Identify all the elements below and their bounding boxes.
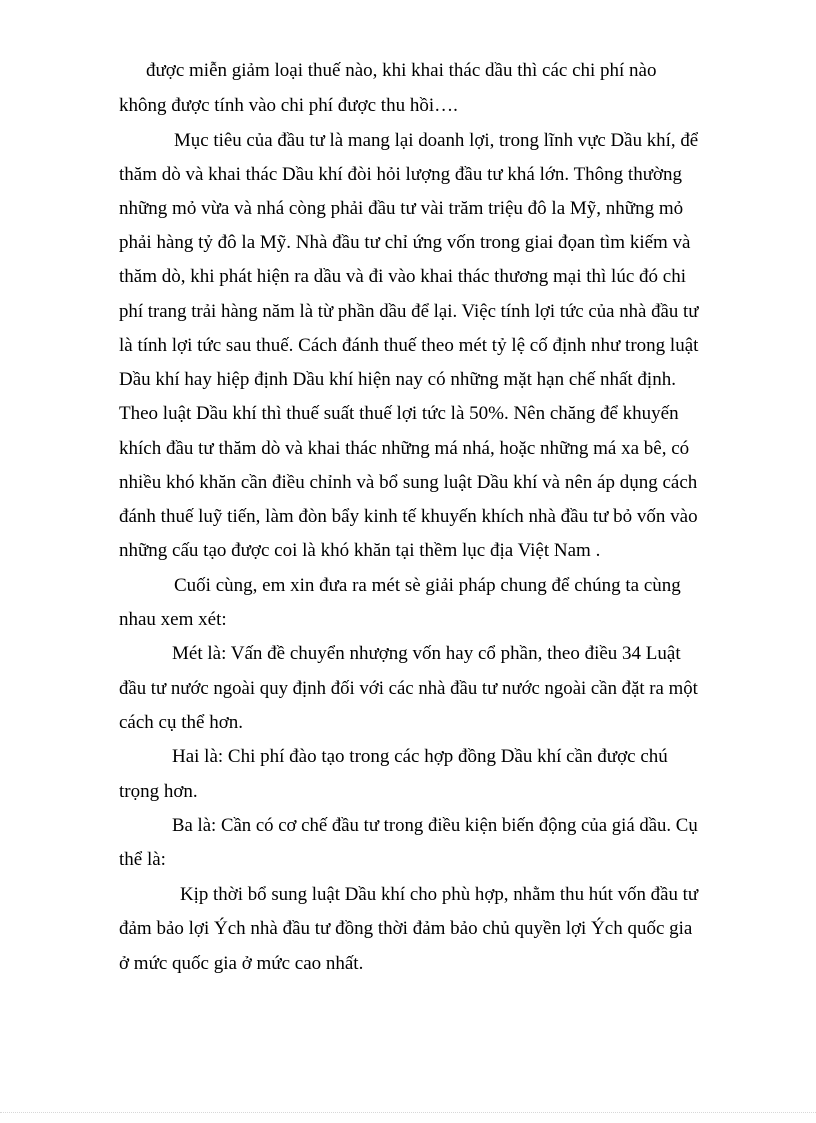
text-line: Theo luật Dầu khí thì thuế suất thuế lợi tức là 50%. Nên chăng để khuyến: [119, 403, 679, 424]
text-line: Dầu khí hay hiệp định Dầu khí hiện nay có những mặt hạn chế nhất định.: [119, 369, 676, 390]
text-line: nhau xem xét:: [119, 609, 227, 630]
text-line: thăm dò, khi phát hiện ra dầu và đi vào khai thác thương mại thì lúc đó chi: [119, 266, 686, 287]
text-line: là tính lợi tức sau thuế. Cách đánh thuế theo mét tỷ lệ cố định như trong luật: [119, 335, 699, 356]
text-line: không được tính vào chi phí được thu hồi….: [119, 95, 458, 116]
text-line: Cuối cùng, em xin đưa ra mét sè giải pháp chung để chúng ta cùng: [174, 575, 681, 596]
text-line: đánh thuế luỹ tiến, làm đòn bẩy kinh tế khuyến khích nhà đầu tư bỏ vốn vào: [119, 506, 698, 527]
text-line: ở mức quốc gia ở mức cao nhất.: [119, 953, 364, 974]
text-line: đảm bảo lợi Ých nhà đầu tư đồng thời đảm bảo chủ quyền lợi Ých quốc gia: [119, 918, 693, 939]
text-line: đầu tư nước ngoài quy định đối với các nhà đầu tư nước ngoài cần đặt ra một: [119, 678, 698, 699]
text-line: những mỏ vừa và nhá còng phải đầu tư vài trăm triệu đô la Mỹ, những mỏ: [119, 198, 684, 219]
text-line: Ba là: Cần có cơ chế đầu tư trong điều kiện biến động của giá dầu. Cụ: [172, 815, 698, 836]
text-line: thăm dò và khai thác Dầu khí đòi hỏi lượng đầu tư khá lớn. Thông thường: [119, 164, 683, 185]
text-line: Mục tiêu của đầu tư là mang lại doanh lợi, trong lĩnh vực Dầu khí, để: [174, 130, 699, 151]
text-line: trọng hơn.: [119, 781, 198, 802]
text-line: những cấu tạo được coi là khó khăn tại thềm lục địa Việt Nam .: [119, 540, 601, 561]
text-line: cách cụ thể hơn.: [119, 712, 243, 733]
text-line: nhiều khó khăn cần điều chỉnh và bổ sung luật Dầu khí và nên áp dụng cách: [119, 472, 698, 493]
text-line: Hai là: Chi phí đào tạo trong các hợp đồng Dầu khí cần được chú: [172, 746, 668, 767]
text-line: thể là:: [119, 849, 166, 870]
text-line: được miễn giảm loại thuế nào, khi khai thác dầu thì các chi phí nào: [146, 60, 657, 81]
text-line: phí trang trải hàng năm là từ phần dầu để lại. Việc tính lợi tức của nhà đầu tư: [119, 301, 699, 322]
text-line: khích đầu tư thăm dò và khai thác những má nhá, hoặc những má xa bê, có: [119, 438, 690, 459]
text-line: Mét là: Vấn đề chuyển nhượng vốn hay cổ phần, theo điều 34 Luật: [172, 643, 681, 664]
page-bottom-divider: [0, 1112, 816, 1113]
text-line: phải hàng tỷ đô la Mỹ. Nhà đầu tư chỉ ứng vốn trong giai đọan tìm kiếm và: [119, 232, 691, 253]
text-line: Kịp thời bổ sung luật Dầu khí cho phù hợp, nhằm thu hút vốn đầu tư: [180, 884, 699, 905]
